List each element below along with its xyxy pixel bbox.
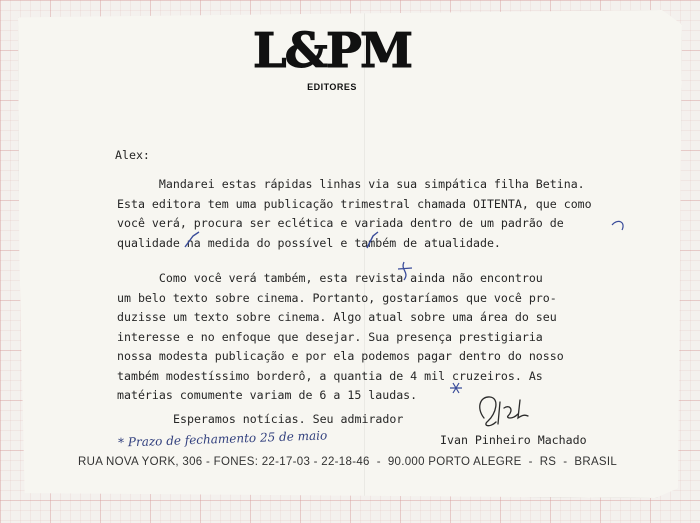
logo-subtitle: EDITORES bbox=[307, 82, 357, 92]
letter-paragraph-2: Como você verá também, esta revista ainda não encontrou um belo texto sobre cinema. Portanto, gostaríamos que você pro- duzisse um texto sobre cinema. Algo atual sobre uma área do seu interesse e no enfoque que desejar. Sua presença prestigiaria nossa modesta publicação e por ela podemos pagar dentro do nosso também modestíssimo borderô, a quantia de 4 mil cruzeiros. As matérias comumente variam de 6 a 15 laudas. bbox=[117, 271, 564, 402]
letter-greeting: Alex: bbox=[115, 148, 150, 162]
letter-signatory: Ivan Pinheiro Machado bbox=[440, 433, 587, 447]
letterhead-footer: RUA NOVA YORK, 306 - FONES: 22-17-03 - 22-18-46 - 90.000 PORTO ALEGRE - RS - BRASIL bbox=[78, 456, 618, 468]
letter-paragraph-1: Mandarei estas rápidas linhas via sua simpática filha Betina. Esta editora tem uma publicação trimestral chamada OITENTA, que como você verá, procura ser eclética e variada dentro de um padrão de qualidade na medida do possível e também de atualidade. bbox=[117, 177, 592, 250]
handwritten-note: * Prazo de fechamento 25 de maio bbox=[117, 428, 328, 450]
logo-mark: L&PM bbox=[252, 23, 412, 79]
letter-closing: Esperamos notícias. Seu admirador bbox=[173, 412, 404, 426]
